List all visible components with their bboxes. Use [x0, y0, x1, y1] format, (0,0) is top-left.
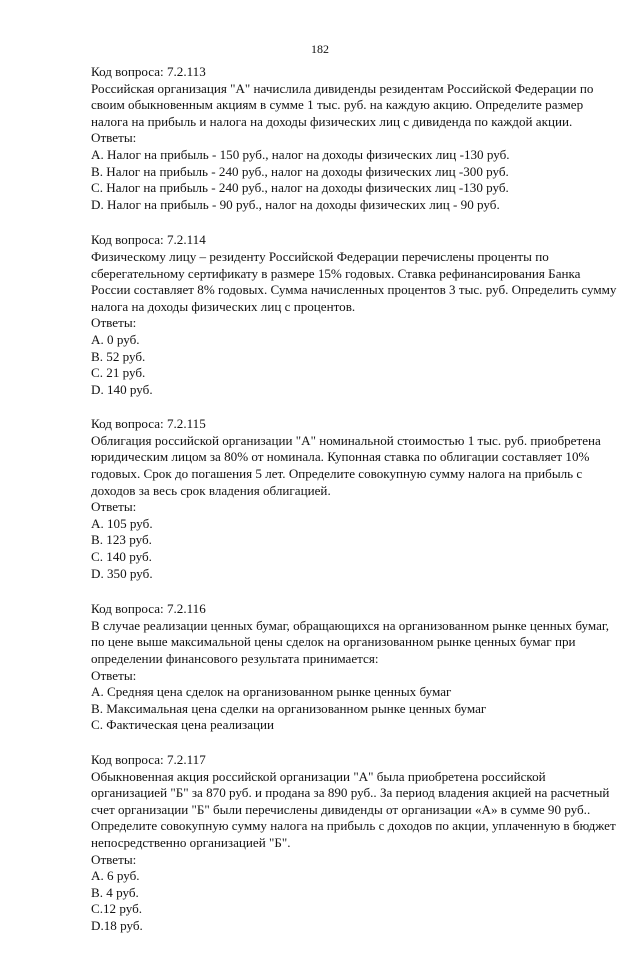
question-text-line: сберегательному сертификату в размере 15% годовых. Ставка рефинансирования Банка	[91, 265, 581, 281]
answer-option-b: B. 4 руб.	[91, 884, 139, 900]
question-text-line: России составляет 8% годовых. Сумма начисленных процентов 3 тыс. руб. Определить сумму	[91, 282, 617, 298]
page-number: 182	[311, 42, 329, 56]
answers-label: Ответы:	[91, 499, 137, 515]
answer-option-d: D. 140 руб.	[91, 381, 153, 397]
answer-option-a: A. Средняя цена сделок на организованном рынке ценных бумаг	[91, 684, 452, 700]
question-text-line: Облигация российской организации "А" номинальной стоимостью 1 тыс. руб. приобретена	[91, 432, 601, 448]
answer-option-c: C. Фактическая цена реализации	[91, 717, 275, 733]
answer-option-d: D. Налог на прибыль - 90 руб., налог на доходы физических лиц - 90 руб.	[91, 196, 500, 212]
question-code: Код вопроса: 7.2.115	[91, 416, 206, 432]
answer-option-b: B. Максимальная цена сделки на организованном рынке ценных бумаг	[91, 700, 487, 716]
question-text-line: организацией "Б" за 870 руб. и продана за 890 руб.. За период владения акцией на расчетный	[91, 785, 610, 801]
question-7-2-116	[91, 601, 621, 734]
answers-label: Ответы:	[91, 851, 137, 867]
question-code: Код вопроса: 7.2.114	[91, 232, 206, 248]
answer-option-c: C. 140 руб.	[91, 549, 152, 565]
answer-option-a: A. 6 руб.	[91, 868, 140, 884]
question-7-2-115	[91, 416, 621, 582]
question-code: Код вопроса: 7.2.113	[91, 64, 206, 79]
question-text-line: доходов за весь срок владения облигацией.	[91, 482, 331, 498]
answer-option-b: B. 123 руб.	[91, 532, 152, 548]
question-text-line: непосредственно организацией "Б".	[91, 834, 291, 850]
question-text-line: налога на прибыль и налога на доходы физических лиц с дивиденда по каждой акции.	[91, 113, 573, 129]
answer-option-a: A. Налог на прибыль - 150 руб., налог на доходы физических лиц -130 руб.	[91, 146, 510, 162]
question-text-line: счет организации "Б" были перечислены дивиденды от организации «А» в сумме 90 руб..	[91, 801, 591, 817]
question-text-line: по цене выше максимальной цены сделок на организованном рынке ценных бумаг при	[91, 634, 576, 650]
question-text-line: налога на доходы физических лиц с процентов.	[91, 298, 356, 314]
question-text-line: Обыкновенная акция российской организации "А" была приобретена российской	[91, 768, 546, 784]
question-text-line: определении финансового результата принимается:	[91, 651, 379, 666]
question-text-line: Определите совокупную сумму налога на прибыль с доходов по акции, уплаченную в бюджет	[91, 818, 616, 834]
question-text-line: своим обыкновенным акциям в сумме 1 тыс. руб. на каждую акцию. Определите размер	[91, 97, 584, 113]
question-text-line: годовых. Срок до погашения 5 лет. Определите совокупную сумму налога на прибыль с	[91, 466, 583, 482]
answer-option-c: C. Налог на прибыль - 240 руб., налог на доходы физических лиц -130 руб.	[91, 180, 509, 196]
question-code: Код вопроса: 7.2.117	[91, 751, 206, 767]
answer-option-a: A. 0 руб.	[91, 331, 140, 347]
question-7-2-113	[91, 64, 621, 213]
answers-label: Ответы:	[91, 667, 137, 683]
question-text-line: юридическим лицом за 80% от номинала. Купонная ставка по облигации составляет 10%	[91, 449, 590, 465]
answer-option-b: B. Налог на прибыль - 240 руб., налог на доходы физических лиц -300 руб.	[91, 163, 509, 179]
answers-label: Ответы:	[91, 130, 137, 146]
answer-option-b: B. 52 руб.	[91, 348, 146, 364]
answer-option-c: C.12 руб.	[91, 901, 143, 917]
answer-option-d: D. 350 руб.	[91, 565, 153, 581]
question-code: Код вопроса: 7.2.116	[91, 601, 206, 617]
question-7-2-114	[91, 232, 621, 398]
question-7-2-117	[91, 752, 621, 935]
question-text-line: В случае реализации ценных бумаг, обращающихся на организованном рынке ценных бумаг,	[91, 617, 610, 633]
answers-label: Ответы:	[91, 315, 137, 331]
answer-option-d: D.18 руб.	[91, 917, 143, 933]
answer-option-a: A. 105 руб.	[91, 515, 153, 531]
document-body	[91, 64, 621, 954]
question-text-line: Физическому лицу – резиденту Российской Федерации перечислены проценты по	[91, 248, 549, 264]
answer-option-c: C. 21 руб.	[91, 365, 146, 381]
question-text-line: Российская организация "А" начислила дивиденды резидентам Российской Федерации по	[91, 80, 594, 96]
